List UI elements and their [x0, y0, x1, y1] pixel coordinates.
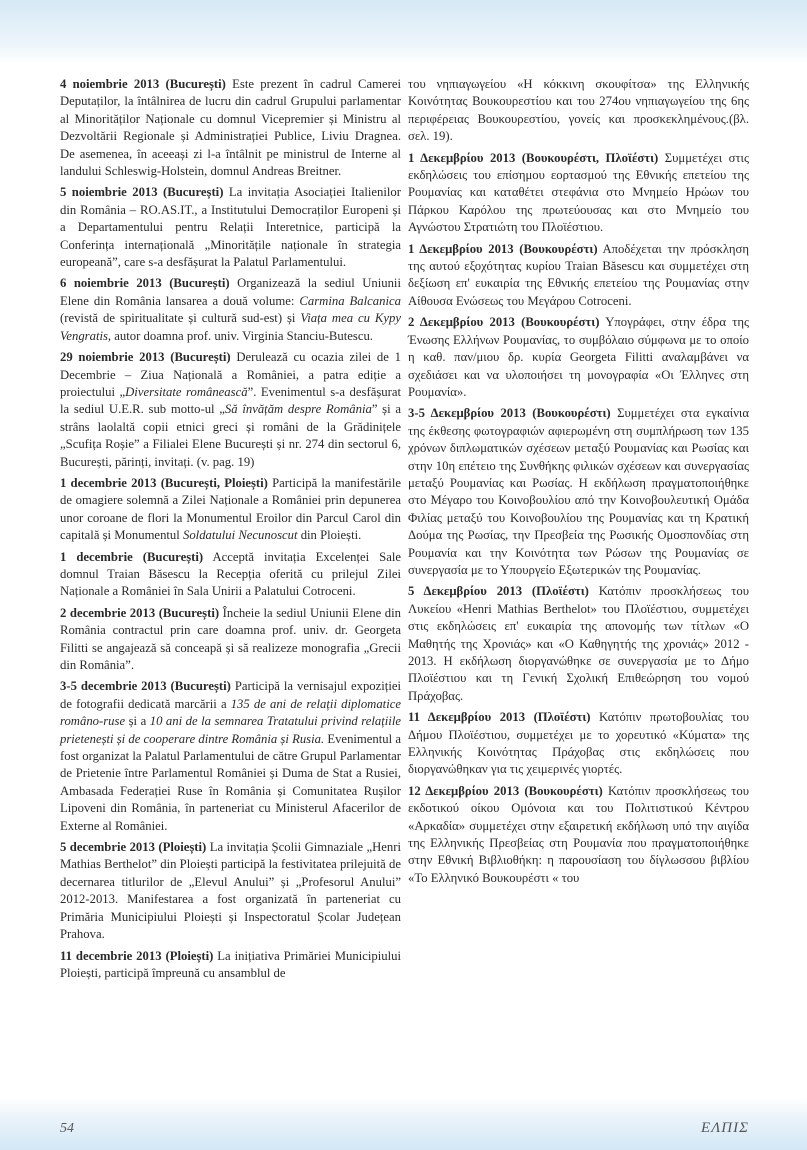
entry-paragraph	[60, 475, 401, 545]
emphasized-text: Carmina Balcanica	[299, 293, 401, 308]
entry-date-heading: 1 decembrie 2013 (București, Ploiești)	[60, 475, 268, 490]
entry-text: Derulează cu ocazia zilei de 1 Decembrie – Ziua Națională a României, a patra ediție a proiectului „	[60, 350, 401, 399]
entry-paragraph	[408, 314, 749, 401]
entry-text: Συμμετέχει στα εγκαίνια της έκθεσης φωτογραφιών αφιερωμένη στη συμπλήρωση των 135 χρόνων διπλωματικών σχέσεων μεταξύ Ρουμανίας και Ρωσίας και στην 10η επέτειο της Συνθήκης φιλικών σχέσεων και συνεργασίας μεταξύ Ρουμανίας και Ρωσίας. Η εκδήλωση πραγματοποιήθηκε στο Μέγαρο του Κοινοβουλίου από την Κοινοβουλευτική Ομάδα Φιλίας μεταξύ του Κοινοβουλίου της Ρουμανίας και τη Κρατική Δούμα της Ρωσίας, την Πρεσβεία της Ρωσικής Ομοσπονδίας στη Ρουμανία και την Κοινότητα των Ρώσων της Ρουμανίας σε συνεργασία με το Υπουργείο Εξωτερικών της Ρουμανίας.	[408, 406, 749, 577]
entry-text: La invitația Școlii Gimnaziale „Henri Mathias Berthelot” din Ploiești participă la festivitatea prilejuită de decernarea titlurilor de „Elevul Anului” și „Profesorul Anului” 2012-2013. Manifestarea a fost organizată în parteneriat cu Primăria Municipiului Ploiești și Inspectoratul Școlar Județean Prahova.	[60, 840, 402, 942]
entry-text: Κατόπιν προσκλήσεως του Λυκείου «Henri Mathias Berthelot» του Πλοϊέστιου, συμμετέχει στις εκδηλώσεις επ' ευκαιρία της απονομής των τίτλων «Ο Μαθητής της Χρονιάς» και «Ο Καθηγητής της χρονιάς» 2012 - 2013. Η εκδήλωση διοργανώθηκε σε συνεργασία με το Δήμο Πλοϊέστιου και τη Γενική Σχολική Επιθεώρηση του νομού Πράχοβας.	[408, 584, 749, 703]
entry-date-heading: 3-5 decembrie 2013 (București)	[60, 679, 231, 694]
entry-text: Este prezent în cadrul Camerei Deputaților, la întâlnirea de lucru din cadrul Grupului parlamentar al Minorităților Naționale cu domnul Vicepremier și Ministru al Dezvoltării Regionale și Administrației Publice, Liviu Dragnea. De asemenea, în aceeași zi l-a întâlnit pe ministrul de Interne al landului Schleswig-Holstein, domnul Andreas Breitner.	[60, 77, 401, 179]
entry-text: Αποδέχεται την πρόσκληση της αυτού εξοχότητας κυρίου Traian Băsescu και συμμετέχει στη δεξίωση επ' ευκαιρία της Εθνικής επετείου της Ρουμανίας στην Αίθουσα Ενώσεως του Μεγάρου Cotroceni.	[408, 241, 749, 308]
entry-date-heading: 11 Δεκεμβρίου 2013 (Πλοϊέστι)	[408, 710, 591, 725]
header-decoration	[0, 0, 807, 64]
entry-paragraph	[60, 275, 401, 345]
left-column	[60, 76, 401, 986]
entry-text: autor doamna prof. univ. Virginia Stanciu-Butescu.	[111, 328, 373, 343]
entry-text: Acceptă invitația Excelenței Sale domnul Traian Băsescu la Recepția oferită cu prilejul Zilei Naționale a României în Sala Unirii a Palatului Cotroceni.	[60, 549, 401, 599]
entry-text: του νηπιαγωγείου «Η κόκκινη σκουφίτσα» της Ελληνικής Κοινότητας Βουκουρεστίου και του 274ου νηπιαγωγείου της 6ης περιφέρειας Βουκουρεστίου, γονείς και προσκεκλημένους.(βλ. σελ. 19).	[408, 77, 749, 144]
entry-paragraph	[408, 241, 749, 311]
entry-date-heading: 5 Δεκεμβρίου 2013 (Πλοϊέστι)	[408, 584, 589, 599]
entry-date-heading: 1 decembrie (București)	[60, 549, 204, 564]
entry-text: Evenimentul a fost organizat la Palatul Parlamentului de către Grupul Parlamentar de Prietenie între Parlamentul României și Duma de Stat a Rusiei, Ambasada Federației Ruse în România și Comunitatea Rușilor Lipoveni din România, în parteneriat cu Ministerul Afacerilor de Externe al României.	[60, 731, 401, 833]
entry-paragraph	[408, 150, 749, 237]
entry-date-heading: 2 decembrie 2013 (București)	[60, 605, 220, 620]
entry-text: Participă la vernisajul expoziției de fotografii dedicată marcării a	[60, 679, 402, 711]
entry-text: Încheie la sediul Uniunii Elene din România contractul prin care doamna prof. univ. dr. Georgeta Filitti se angajează să conceapă și să realizeze monografia „Grecii din România”.	[60, 605, 401, 672]
entry-text: Κατόπιν πρωτοβουλίας του Δήμου Πλοϊέστιου, συμμετέχει με το χορευτικό «Κύματα» της Ελληνικής Κοινότητας Πράχοβας στις εκδηλώσεις που διοργανώθηκαν για τις χειμερινές γιορτές.	[408, 710, 749, 777]
entry-paragraph	[60, 349, 401, 471]
emphasized-text: Diversitate românească	[125, 384, 248, 399]
emphasized-text: 10 ani de la semnarea Tratatului privind relațiile prietenești și de cooperare dintre România și Rusia.	[60, 714, 401, 746]
page-number: 54	[60, 1121, 74, 1136]
entry-paragraph	[60, 184, 401, 271]
entry-text: din Ploiești.	[297, 528, 362, 543]
footer-decoration	[0, 1098, 807, 1150]
entry-paragraph	[60, 678, 401, 835]
entry-date-heading: 5 decembrie 2013 (Ploiești)	[60, 840, 207, 855]
entry-text: Συμμετέχει στις εκδηλώσεις του επίσημου εορτασμού της Εθνικής επετείου της Ρουμανίας και καταθέτει στεφάνια στο Μνημείο Ηρώων του Πάρκου Καρόλου της πρωτεύουσας και στο Μνημείο του Αγνώστου Στρατιώτη του Πλοϊέστιου.	[408, 150, 749, 235]
entry-text: Organizează la sediul Uniunii Elene din România lansarea a două volume:	[60, 276, 401, 308]
entry-paragraph	[60, 948, 401, 983]
emphasized-text: Soldatului Necunoscut	[182, 528, 298, 543]
entry-text: Κατόπιν προσκλήσεως του εκδοτικού οίκου Ομόνοια και του Πολιτιστικού Κέντρου «Αρκαδία» συμμετέχει στην εξαιρετική εκδήλωση υπό την αιγίδα της Ελληνικής Πρεσβείας στη Ρουμανία που πραγματοποιήθηκε στην Εθνική Βιβλιοθήκη: η παρουσίαση του δίγλωσσου βιβλίου «Το Ελληνικό Βουκουρέστι « του	[408, 783, 750, 885]
entry-paragraph	[60, 549, 401, 601]
entry-paragraph	[60, 76, 401, 180]
entry-paragraph	[408, 405, 749, 579]
entry-paragraph	[408, 76, 749, 146]
entry-date-heading: 6 noiembrie 2013 (București)	[60, 276, 230, 291]
entry-paragraph	[408, 583, 749, 705]
entry-text: La inițiativa Primăriei Municipiului Ploiești, participă împreună cu ansamblul de	[60, 948, 402, 980]
entry-paragraph	[408, 709, 749, 779]
emphasized-text: Să învățăm despre România	[224, 402, 372, 417]
entry-text: La invitația Asociației Italienilor din România – RO.AS.IT., a Institutului Democraților Europeni și a Departamentului pentru Relații Interetnice, participă la Conferința internațională „Minoritățile naționale în strategia europeană”, care s-a desfășurat la Palatul Parlamentului.	[60, 185, 401, 270]
entry-date-heading: 11 decembrie 2013 (Ploiești)	[60, 948, 214, 963]
entry-text: și a	[125, 714, 150, 729]
entry-date-heading: 4 noiembrie 2013 (București)	[60, 77, 226, 91]
entry-text: (revistă de spiritualitate și cultură sud-est) și	[60, 311, 301, 326]
entry-date-heading: 12 Δεκεμβρίου 2013 (Βουκουρέστι)	[408, 783, 603, 798]
right-column	[408, 76, 749, 891]
entry-date-heading: 5 noiembrie 2013 (București)	[60, 185, 224, 200]
emphasized-text: 135 de ani de relații diplomatice româno-ruse	[60, 696, 401, 729]
entry-paragraph	[408, 783, 749, 887]
entry-date-heading: 1 Δεκεμβρίου 2013 (Βουκουρέστι, Πλοϊέστι)	[408, 150, 659, 165]
entry-date-heading: 29 noiembrie 2013 (București)	[60, 350, 231, 365]
entry-paragraph	[60, 839, 401, 943]
entry-text: ” și a strâns laolaltă copii etnici greci și români de la Grădinițele „Scufița Roșie” a Filialei Elene București și nr. 274 din sectorul 6, București, părinți, invitați. (v. pag. 19)	[60, 402, 401, 469]
entry-date-heading: 2 Δεκεμβρίου 2013 (Βουκουρέστι)	[408, 315, 600, 330]
entry-text: ”. Evenimentul s-a desfășurat la sediul U.E.R. sub motto-ul „	[60, 384, 401, 417]
entry-date-heading: 1 Δεκεμβρίου 2013 (Βουκουρέστι)	[408, 241, 598, 256]
entry-date-heading: 3-5 Δεκεμβρίου 2013 (Βουκουρέστι)	[408, 406, 611, 421]
entry-text: Participă la manifestările de omagiere solemnă a Zilei Naționale a României prin depunerea unor coroane de flori la Monumentul Eroilor din Parcul Carol din capitală și Monumentul	[60, 475, 401, 543]
entry-paragraph	[60, 605, 401, 675]
publication-title: ΕΛΠΙΣ	[701, 1120, 749, 1136]
entry-text: Υπογράφει, στην έδρα της Ένωσης Ελλήνων Ρουμανίας, το συμβόλαιο σύμφωνα με το οποίο η καθ. παν/μιου δρ. κυρία Georgeta Filitti αναλαμβάνει να σχεδιάσει και να υλοποιήσει τη μονογραφία «Οι Έλληνες στη Ρουμανία».	[408, 315, 749, 399]
emphasized-text: Viața mea cu Kypy Vengratis,	[60, 311, 401, 343]
